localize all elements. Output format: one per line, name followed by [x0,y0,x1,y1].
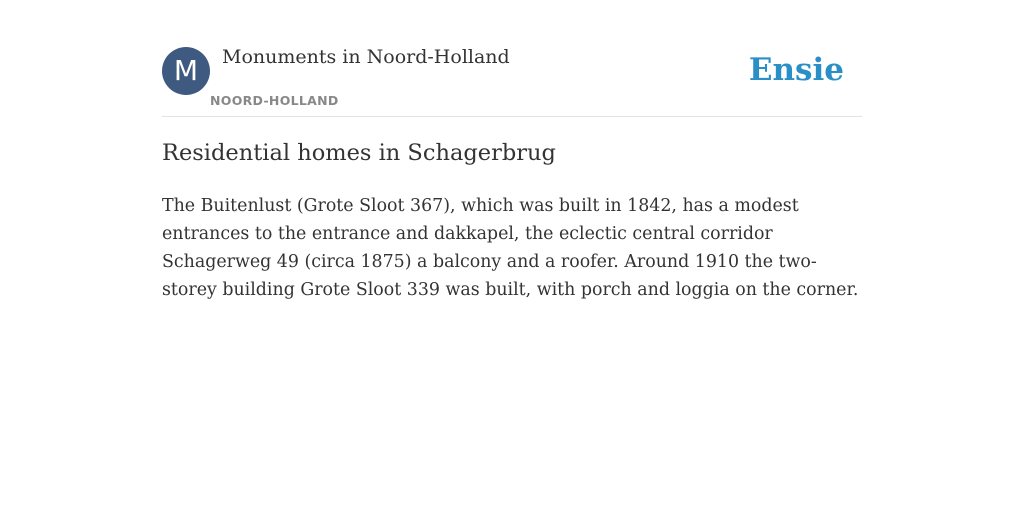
collection-title[interactable]: Monuments in Noord-Holland [222,46,510,68]
collection-subtitle[interactable]: NOORD-HOLLAND [210,93,339,108]
ensie-logo[interactable]: Ensie [748,52,844,88]
page-header [162,0,862,117]
article-title: Residential homes in Schagerbrug [162,140,556,166]
avatar[interactable]: M [162,47,210,95]
article-body: The Buitenlust (Grote Sloot 367), which was built in 1842, has a modest entrances to the entrance and dakkapel, the eclectic central corridor Schagerweg 49 (circa 1875) a balcony and a roofer. Around 1910 the two-storey building Grote Sloot 339 was built, with porch and loggia on the corner. [162,196,859,300]
